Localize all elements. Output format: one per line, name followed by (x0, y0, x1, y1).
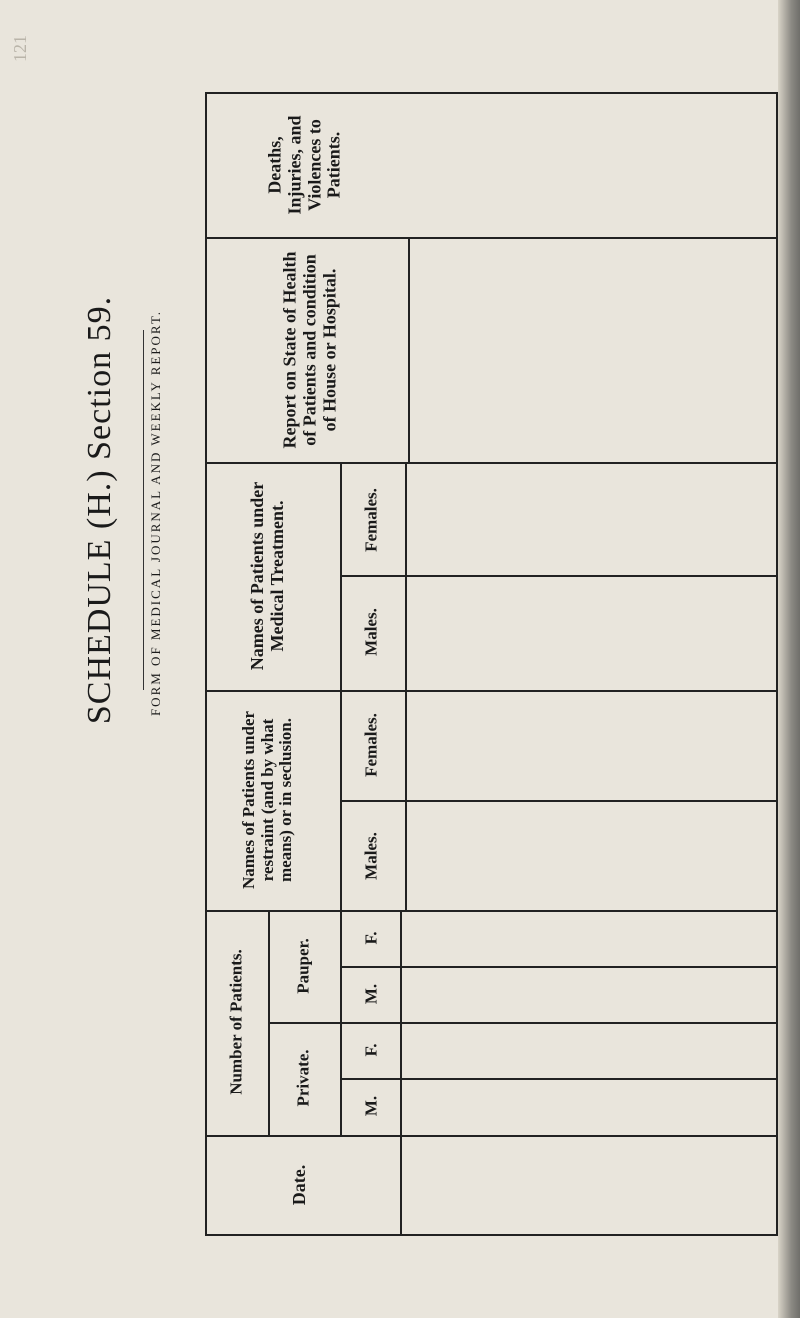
pauper-m-label: M. (361, 983, 381, 1005)
restraint-header (240, 695, 296, 905)
report-header-text: Report on State of Health of Patients and condition of House or Hospital. (279, 251, 339, 449)
title-rule (143, 330, 144, 690)
restraint-females-label: Females. (361, 713, 381, 777)
row-divider-2 (205, 462, 777, 464)
table-right-border (776, 92, 778, 1236)
schedule-title: SCHEDULE (H.) Section 59. (81, 295, 118, 725)
private-f-label: F. (361, 1043, 381, 1057)
date-label: Date. (289, 1164, 310, 1206)
form-subtitle: FORM OF MEDICAL JOURNAL AND WEEKLY REPORT. (148, 309, 163, 717)
pauper-f-label: F. (361, 931, 381, 945)
table-left-border (205, 92, 207, 1236)
pauper-label: Pauper. (293, 938, 313, 994)
restraint-mf-split (340, 800, 777, 802)
deaths-header-text: Deaths, Injuries, and Violences to Patients. (264, 115, 344, 215)
table-bottom-border (205, 1234, 777, 1236)
row-divider-4 (205, 910, 777, 912)
pauper-private-split (268, 1022, 777, 1024)
row-divider-3 (205, 690, 777, 692)
deaths-header (265, 105, 344, 225)
private-label: Private. (293, 1049, 313, 1107)
number-header: Number of Patients. (226, 949, 246, 1095)
restraint-header-text: Names of Patients under restraint (and by what means) or in seclusion. (238, 711, 296, 890)
page-number: 121 (10, 35, 30, 62)
private-mf-split (340, 1078, 777, 1080)
page-edge (778, 0, 800, 1318)
row-divider-5 (205, 1135, 777, 1137)
row-divider-1 (205, 237, 777, 239)
report-header (280, 250, 339, 450)
private-m-label: M. (361, 1095, 381, 1117)
pauper-mf-split (340, 966, 777, 968)
treatment-mf-split (340, 575, 777, 577)
treatment-females-label: Females. (361, 488, 381, 552)
treatment-header-text: Names of Patients under Medical Treatment. (247, 481, 287, 671)
treatment-header (248, 471, 288, 681)
treatment-males-label: Males. (361, 608, 381, 656)
date-inner-line (400, 1135, 402, 1234)
restraint-males-label: Males. (361, 832, 381, 880)
table-top-border (205, 92, 777, 94)
report-inner-line (408, 237, 410, 462)
